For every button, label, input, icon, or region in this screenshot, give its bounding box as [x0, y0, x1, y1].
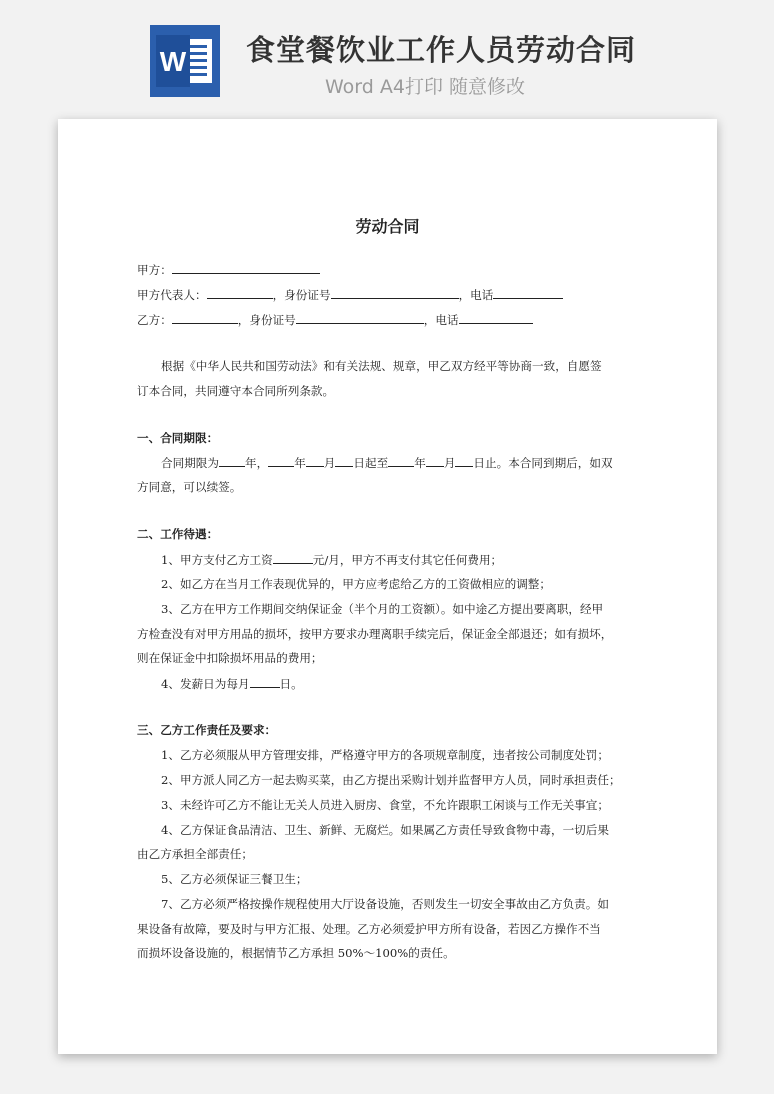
payday-blank[interactable]: [250, 675, 280, 688]
party-b-line: 乙方： ，身份证号 ，电话: [137, 311, 647, 328]
section-2-item-1: 1、甲方支付乙方工资 元/月，甲方不再支付其它任何费用；: [161, 553, 503, 567]
party-a-blank[interactable]: [172, 261, 320, 274]
salary-blank[interactable]: [273, 551, 313, 564]
section-3-title: 三、乙方工作责任及要求：: [137, 723, 277, 737]
section-3-item-7-line-2: 果设备有故障，要及时与甲方汇报、处理。乙方必须爱护甲方所有设备，若因乙方操作不当: [137, 922, 601, 936]
section-2-item-4: 4、发薪日为每月 日。: [161, 677, 303, 691]
section-3-item-1: 1、乙方必须服从甲方管理安排，严格遵守甲方的各项规章制度，违者按公司制度处罚；: [161, 748, 609, 762]
section-2-item-3-line-2: 方检查没有对甲方用品的损坏，按甲方要求办理离职手续完后，保证金全部退还；如有损坏，: [137, 627, 613, 641]
section-3-item-4-line-1: 4、乙方保证食品清洁、卫生、新鲜、无腐烂。如果属乙方责任导致食物中毒，一切后果: [161, 823, 609, 837]
section-3-item-2: 2、甲方派人同乙方一起去购买菜，由乙方提出采购计划并监督甲方人员，同时承担责任；: [161, 773, 621, 787]
party-a-line: 甲方：: [137, 261, 647, 278]
party-a-rep-line: 甲方代表人： ，身份证号 ，电话: [137, 286, 647, 303]
section-3-item-7-line-1: 7、乙方必须严格按操作规程使用大厅设备设施，否则发生一切安全事故由乙方负责。如: [161, 897, 609, 911]
section-3-item-4-line-2: 由乙方承担全部责任；: [137, 847, 253, 861]
header-banner: [0, 0, 774, 110]
party-b-phone-blank[interactable]: [459, 311, 533, 324]
section-3-item-7-line-3: 而损坏设备设施的，根据情节乙方承担 50%～100%的责任。: [137, 946, 455, 960]
section-2-item-3-line-3: 则在保证金中扣除损坏用品的费用；: [137, 651, 323, 665]
intro-paragraph-line-1: 根据《中华人民共和国劳动法》和有关法规、规章，甲乙双方经平等协商一致，自愿签: [161, 359, 602, 373]
section-3-item-5: 5、乙方必须保证三餐卫生；: [161, 872, 308, 886]
party-b-name-blank[interactable]: [172, 311, 238, 324]
word-icon: [150, 25, 220, 97]
document-title: 劳动合同: [355, 217, 420, 236]
word-icon-letter: W: [159, 46, 187, 77]
page-subtitle: Word A4打印 随意修改: [325, 76, 526, 98]
section-2-item-3-line-1: 3、乙方在甲方工作期间交纳保证金（半个月的工资额）。如中途乙方提出要离职，经甲: [161, 602, 604, 616]
section-1-line-2: 方同意，可以续签。: [137, 480, 242, 494]
rep-id-blank[interactable]: [331, 286, 459, 299]
section-1-term-line: 合同期限为 年， 年 月 日起至 年 月 日止。本合同到期后，如双: [161, 456, 613, 470]
rep-name-blank[interactable]: [207, 286, 273, 299]
document-page: [58, 119, 717, 1054]
section-3-item-3: 3、未经许可乙方不能让无关人员进入厨房、食堂，不允许跟职工闲谈与工作无关事宜；: [161, 798, 609, 812]
section-2-item-2: 2、如乙方在当月工作表现优异的，甲方应考虑给乙方的工资做相应的调整；: [161, 577, 551, 591]
page-title: 食堂餐饮业工作人员劳动合同: [246, 33, 637, 67]
intro-paragraph-line-2: 订本合同，共同遵守本合同所列条款。: [137, 384, 335, 398]
section-2-title: 二、工作待遇：: [137, 527, 219, 541]
section-1-title: 一、合同期限：: [137, 431, 219, 445]
party-b-id-blank[interactable]: [296, 311, 424, 324]
rep-phone-blank[interactable]: [493, 286, 563, 299]
